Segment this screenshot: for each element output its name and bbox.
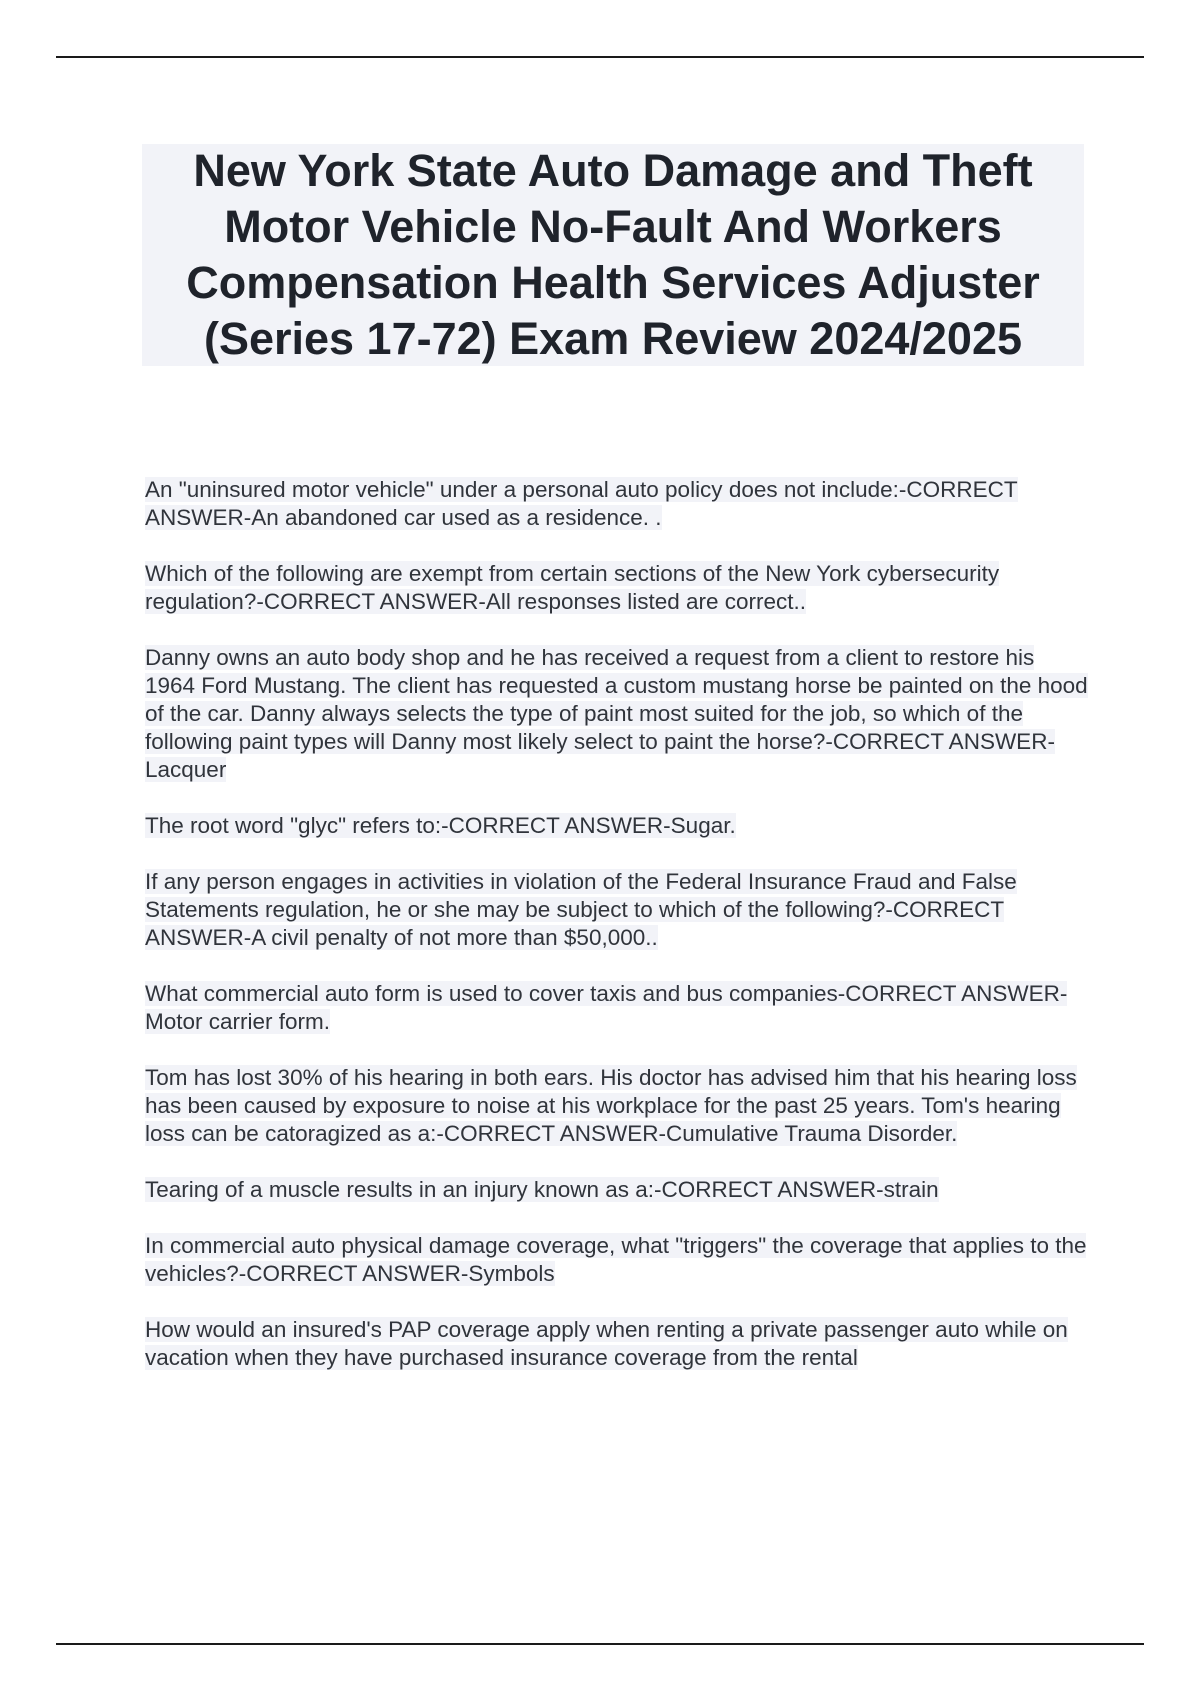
qa-item [145,980,1090,1036]
page-title [142,143,1084,367]
qa-list [145,476,1090,1400]
qa-text: The root word "glyc" refers to:-CORRECT ANSWER-Sugar. [145,813,736,838]
qa-text: In commercial auto physical damage coverage, what "triggers" the coverage that applies to the vehicles?-CORRECT ANSWER-Symbols [145,1233,1087,1286]
qa-item [145,1064,1090,1148]
qa-item [145,644,1090,784]
title-line: Compensation Health Services Adjuster [186,257,1040,308]
qa-text: What commercial auto form is used to cover taxis and bus companies-CORRECT ANSWER-Motor carrier form. [145,981,1068,1034]
qa-item [145,1232,1090,1288]
qa-item [145,812,1090,840]
qa-item [145,560,1090,616]
qa-item [145,868,1090,952]
qa-text: Which of the following are exempt from certain sections of the New York cybersecurity regulation?-CORRECT ANSWER-All responses listed are correct.. [145,561,1000,614]
title-line: (Series 17-72) Exam Review 2024/2025 [203,313,1023,364]
qa-text: If any person engages in activities in violation of the Federal Insurance Fraud and False Statements regulation, he or she may be subject to which of the following?-CORRECT ANSWER-A civil penalty of not more than $50,000.. [145,869,1017,950]
qa-text: Danny owns an auto body shop and he has received a request from a client to restore his 1964 Ford Mustang. The client has requested a custom mustang horse be painted on the hood of the car. Danny always selects the type of paint most suited for the job, so which of the following paint types will Danny most likely select to paint the horse?-CORRECT ANSWER-Lacquer [145,645,1088,782]
qa-item [145,1316,1090,1372]
qa-text: Tearing of a muscle results in an injury known as a:-CORRECT ANSWER-strain [145,1177,939,1202]
qa-text: Tom has lost 30% of his hearing in both ears. His doctor has advised him that his hearing loss has been caused by exposure to noise at his workplace for the past 25 years. Tom's hearing loss can be catoragized as a:-CORRECT ANSWER-Cumulative Trauma Disorder. [145,1065,1077,1146]
qa-text: How would an insured's PAP coverage apply when renting a private passenger auto while on vacation when they have purchased insurance coverage from the rental [145,1317,1068,1370]
title-line: Motor Vehicle No-Fault And Workers [224,201,1002,252]
title-block [142,144,1084,366]
top-divider [56,56,1144,58]
bottom-divider [56,1643,1144,1645]
qa-item [145,1176,1090,1204]
title-line: New York State Auto Damage and Theft [193,145,1033,196]
qa-item [145,476,1090,532]
qa-text: An "uninsured motor vehicle" under a personal auto policy does not include:-CORRECT ANSWER-An abandoned car used as a residence. . [145,477,1018,530]
